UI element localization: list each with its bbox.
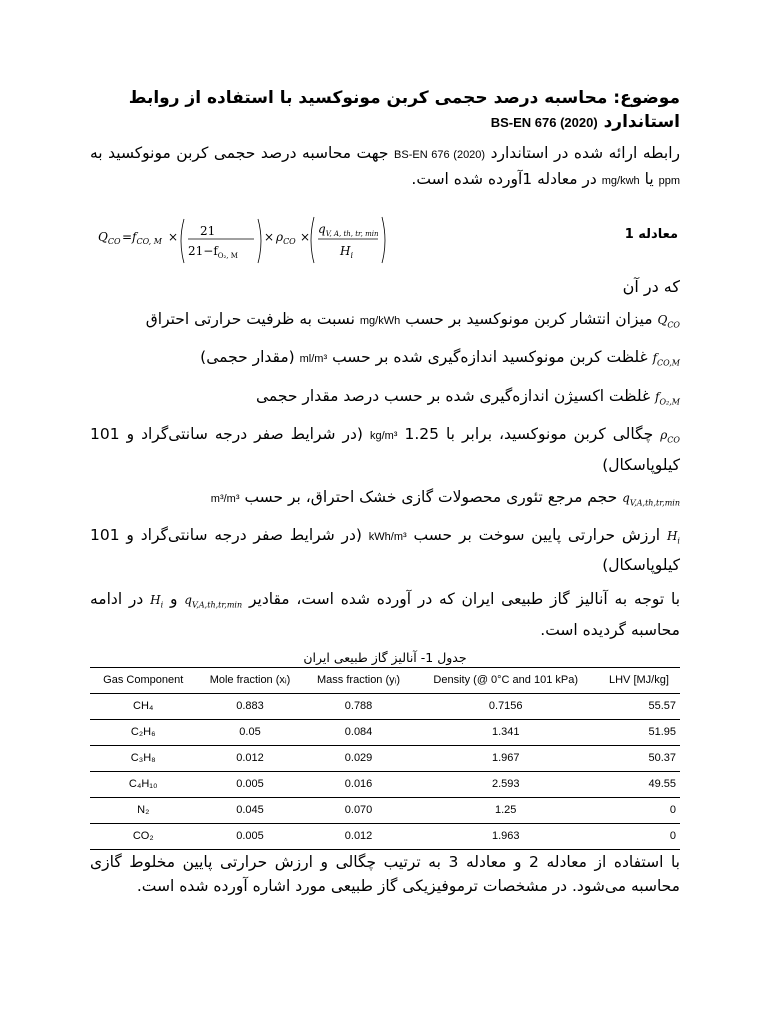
- table-header-row: [90, 667, 680, 693]
- note-symbol-2: H: [150, 593, 161, 608]
- document-title: [90, 86, 680, 135]
- table-header: Mass fraction (yᵢ): [304, 667, 414, 693]
- def-symbol-sub: V,A,th,tr,min: [629, 497, 680, 507]
- table-cell: 55.57: [598, 693, 680, 719]
- note-text-1: با توجه به آنالیز گاز طبیعی ایران که در آورده شده است، مقادیر: [248, 590, 681, 609]
- def-symbol-sub: i: [677, 536, 680, 546]
- svg-text:×: ×: [264, 230, 275, 244]
- note-symbol-1: q: [184, 593, 192, 608]
- definition-item: [90, 485, 680, 515]
- def-symbol-sub: CO,M: [657, 358, 680, 368]
- eq-f: f: [132, 230, 137, 244]
- def-symbol: H: [666, 528, 678, 543]
- def-unit: kWh/m³: [368, 530, 407, 543]
- table-header: Density (@ 0°C and 101 kPa): [414, 667, 598, 693]
- table-cell: 0.005: [196, 771, 303, 797]
- eq-h: H: [340, 244, 351, 258]
- table-cell: 0.070: [304, 797, 414, 823]
- eq-rho-sub: CO: [283, 237, 296, 246]
- eq-denominator-1-sub: O₂, M: [217, 252, 238, 260]
- equation-formula: [96, 207, 396, 267]
- definition-item: [90, 384, 680, 414]
- table-cell: CH₄: [90, 693, 196, 719]
- intro-unit-mgkwh: mg/kwh: [601, 175, 640, 187]
- def-symbol-sub: O₂,M: [659, 397, 680, 407]
- table-header: Gas Component: [90, 667, 196, 693]
- title-line-1: موضوع: محاسبه درصد حجمی کربن مونوکسید با استفاده از روابط: [128, 88, 680, 108]
- note-symbol-2-sub: i: [160, 600, 164, 610]
- table-cell: 51.95: [598, 719, 680, 745]
- where-label: که در آن: [622, 277, 680, 296]
- def-text-after: (در شرایط صفر درجه سانتی‌گراد و 101 کیلوپاسکال): [90, 525, 680, 575]
- def-symbol: Q: [657, 313, 668, 327]
- def-symbol: ρ: [660, 428, 668, 443]
- note-symbol-1-sub: V,A,th,tr,min: [191, 600, 243, 610]
- table-cell: CO₂: [90, 823, 196, 849]
- table-cell: 0.005: [196, 823, 303, 849]
- def-unit: kg/m³: [369, 430, 398, 443]
- table-cell: C₂H₆: [90, 719, 196, 745]
- intro-text-1: رابطه ارائه شده در استاندارد: [490, 144, 680, 162]
- intro-standard: BS-EN 676 (2020): [394, 149, 486, 161]
- table-caption: جدول 1- آنالیز گاز طبیعی ایران: [303, 649, 467, 665]
- definitions-list: [90, 307, 680, 577]
- closing-paragraph: با استفاده از معادله 2 و معادله 3 به ترتیب چگالی و ارزش حرارتی پایین مخلوط گازی محاسبه می‌شود. در مشخصات ترموفیزیکی گاز طبیعی مورد اشاره آورده شده است.: [90, 852, 680, 895]
- table-cell: 0.084: [304, 719, 414, 745]
- def-unit: mg/kWh: [359, 315, 401, 327]
- def-unit: m³/m³: [210, 492, 240, 505]
- equation-1: [90, 207, 680, 269]
- intro-text-2: جهت محاسبه درصد حجمی کربن مونوکسید به: [90, 144, 389, 162]
- def-unit: ml/m³: [299, 353, 328, 366]
- definition-item: [90, 523, 680, 577]
- table-cell: 1.963: [414, 823, 598, 849]
- table-row: [90, 693, 680, 719]
- table-cell: 0.016: [304, 771, 414, 797]
- def-symbol: f: [655, 389, 660, 404]
- table-cell: 0.012: [196, 745, 303, 771]
- svg-text:21−fO₂, M: [188, 244, 238, 260]
- note-text-2: در ادامه محاسبه گردیده است.: [90, 590, 680, 639]
- svg-text:Hi: [339, 244, 353, 260]
- svg-text:fCO, M: [131, 230, 163, 246]
- eq-lhs-sub: CO: [107, 237, 121, 246]
- table-cell: 1.341: [414, 719, 598, 745]
- def-text: غلظت کربن مونوکسید اندازه‌گیری شده بر حسب: [332, 348, 648, 367]
- table-row: [90, 719, 680, 745]
- title-line-2: استاندارد: [603, 112, 680, 132]
- definition-item: [90, 345, 680, 375]
- def-text-after: نسبت به ظرفیت حرارتی احتراق: [145, 310, 355, 328]
- intro-paragraph: [90, 141, 680, 193]
- eq-rho: ρ: [276, 230, 284, 244]
- eq-q-sub: V, A, th, tr, min: [325, 230, 379, 238]
- intro-text-4: در معادله 1آورده شده است.: [411, 170, 597, 188]
- table-cell: 0.045: [196, 797, 303, 823]
- table-cell: N₂: [90, 797, 196, 823]
- table-cell: 0.788: [304, 693, 414, 719]
- eq-h-sub: i: [350, 251, 354, 260]
- table-cell: 1.967: [414, 745, 598, 771]
- intro-text-3: یا: [644, 170, 654, 188]
- def-symbol: f: [652, 351, 658, 366]
- svg-text:ρCO: [275, 230, 296, 246]
- table-cell: C₃H₈: [90, 745, 196, 771]
- definition-item: [90, 422, 680, 476]
- svg-text:×: ×: [300, 230, 311, 244]
- table-row: [90, 797, 680, 823]
- eq-lhs: Q: [98, 230, 108, 244]
- eq-q: q: [318, 222, 326, 236]
- def-symbol: q: [622, 490, 630, 505]
- table-header: LHV [MJ/kg]: [598, 667, 680, 693]
- def-text: ارزش حرارتی پایین سوخت بر حسب: [413, 525, 661, 544]
- table-cell: 0.7156: [414, 693, 598, 719]
- def-text: غلظت اکسیژن اندازه‌گیری شده بر حسب درصد مقدار حجمی: [256, 386, 651, 405]
- table-cell: 0.05: [196, 719, 303, 745]
- svg-text:qV, A, th, tr, min: [318, 222, 379, 238]
- title-standard: BS-EN 676 (2020): [490, 115, 598, 130]
- eq-f-sub: CO, M: [136, 237, 162, 246]
- document-page: [90, 86, 680, 898]
- gas-analysis-table: [90, 667, 680, 850]
- svg-text:QCO: [98, 230, 121, 246]
- def-text-after: (مقدار حجمی): [200, 348, 295, 367]
- table-row: [90, 823, 680, 849]
- table-cell: 0.883: [196, 693, 303, 719]
- table-cell: 0.012: [304, 823, 414, 849]
- def-text: حجم مرجع تئوری محصولات گازی خشک احتراق، بر حسب: [244, 487, 618, 506]
- svg-text:×: ×: [168, 230, 179, 244]
- eq-denominator-1: 21−f: [188, 244, 218, 258]
- def-text: چگالی کربن مونوکسید، برابر با 1.25: [404, 425, 654, 444]
- eq-numerator-1: 21: [200, 224, 216, 238]
- note-and: و: [169, 590, 178, 609]
- def-symbol-sub: CO: [667, 435, 680, 445]
- definition-item: [90, 307, 680, 337]
- table-cell: 2.593: [414, 771, 598, 797]
- table-row: [90, 771, 680, 797]
- table-cell: 50.37: [598, 745, 680, 771]
- table-cell: 49.55: [598, 771, 680, 797]
- table-cell: C₄H₁₀: [90, 771, 196, 797]
- svg-text:=: =: [122, 230, 133, 244]
- table-row: [90, 745, 680, 771]
- def-text: میزان انتشار کربن مونوکسید بر حسب: [405, 310, 653, 328]
- intro-unit-ppm: ppm: [658, 175, 680, 187]
- def-symbol-sub: CO: [667, 320, 680, 330]
- table-cell: 0: [598, 797, 680, 823]
- note-paragraph: [90, 587, 680, 641]
- table-cell: 1.25: [414, 797, 598, 823]
- table-cell: 0.029: [304, 745, 414, 771]
- table-cell: 0: [598, 823, 680, 849]
- equation-label: معادله 1: [624, 227, 678, 242]
- table-header: Mole fraction (xᵢ): [196, 667, 303, 693]
- def-text-after: (در شرایط صفر درجه سانتی‌گراد و 101 کیلوپاسکال): [90, 425, 680, 474]
